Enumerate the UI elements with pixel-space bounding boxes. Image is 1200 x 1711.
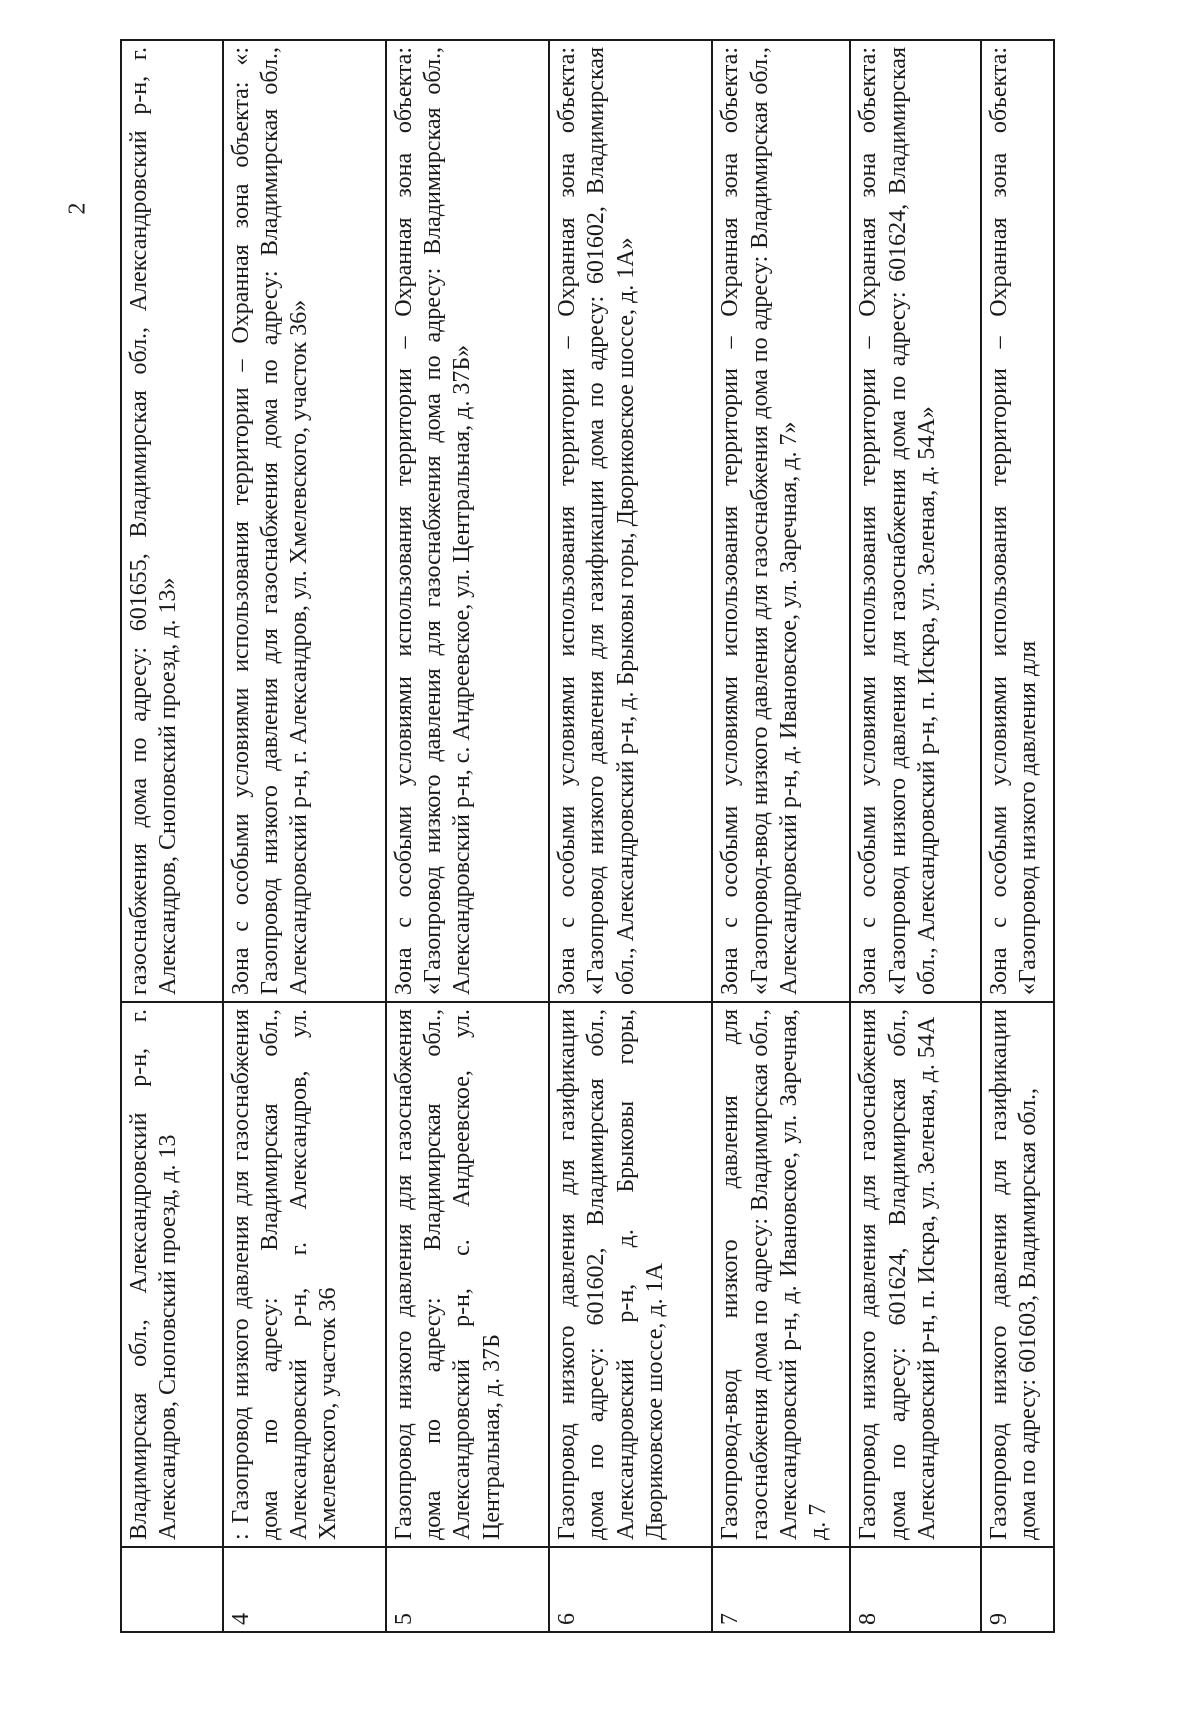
table-row (549, 40, 712, 1632)
object-name-cell: Газопровод низкого давления для газоснабжения дома по адресу: 601624, Владимирская обл., Александровский р-н, п. Искра, ул. Зеленая, д. 54А (850, 1002, 980, 1547)
zone-description-cell: Зона с особыми условиями использования территории – Охранная зона объекта: «Газопровод низкого давления для газоснабжения дома по адресу: 601624, Владимирская обл., Александровский р-н, п. Искра, ул. Зеленая, д. 54А» (850, 40, 980, 1002)
rotated-page-content (120, 41, 1055, 1633)
zone-description-cell: Зона с особыми условиями использования территории – Охранная зона объекта: «: Газопровод низкого давления для газоснабжения дома по адресу: Владимирская обл., Александровский р-н, г. Александров, ул. Хмелевского, участок 36» (223, 40, 386, 1002)
zone-description-cell: Зона с особыми условиями использования территории – Охранная зона объекта: «Газопровод низкого давления для (981, 40, 1054, 1002)
row-number: 7 (712, 1547, 850, 1632)
row-number: 4 (223, 1547, 386, 1632)
table-row (386, 40, 549, 1632)
page-number: 2 (64, 202, 91, 215)
object-name-cell: : Газопровод низкого давления для газоснабжения дома по адресу: Владимирская обл., Александровский р-н, г. Александров, ул. Хмелевского, участок 36 (223, 1002, 386, 1547)
zone-description-cell: газоснабжения дома по адресу: 601655, Владимирская обл., Александровский р-н, г. Александров, Сноповский проезд, д. 13» (121, 40, 223, 1002)
row-number: 9 (981, 1547, 1054, 1632)
zone-description-cell: Зона с особыми условиями использования территории – Охранная зона объекта: «Газопровод низкого давления для газоснабжения дома по адресу: Владимирская обл., Александровский р-н, с. Андреевское, ул. Центральная, д. 37Б» (386, 40, 549, 1002)
zone-description-cell: Зона с особыми условиями использования территории – Охранная зона объекта: «Газопровод низкого давления для газификации дома по адресу: 601602, Владимирская обл., Александровский р-н, д. Брыковы горы, Двориковское шоссе, д. 1А» (549, 40, 712, 1002)
zones-table (120, 39, 1055, 1633)
object-name-cell: Газопровод низкого давления для газификации дома по адресу: 601602, Владимирская обл., Александровский р-н, д. Брыковы горы, Двориковское шоссе, д. 1А (549, 1002, 712, 1547)
object-name-cell: Газопровод-ввод низкого давления для газоснабжения дома по адресу: Владимирская обл., Александровский р-н, д. Ивановское, ул. Заречная, д. 7 (712, 1002, 850, 1547)
object-name-cell: Газопровод низкого давления для газификации дома по адресу: 601603, Владимирская обл., (981, 1002, 1054, 1547)
table-row (223, 40, 386, 1632)
row-number: 6 (549, 1547, 712, 1632)
row-number: 5 (386, 1547, 549, 1632)
table-row (981, 40, 1054, 1632)
object-name-cell: Владимирская обл., Александровский р-н, г. Александров, Сноповский проезд, д. 13 (121, 1002, 223, 1547)
table-row (850, 40, 980, 1632)
table-row (712, 40, 850, 1632)
row-number (121, 1547, 223, 1632)
table-row (121, 40, 223, 1632)
row-number: 8 (850, 1547, 980, 1632)
zone-description-cell: Зона с особыми условиями использования территории – Охранная зона объекта: «Газопровод-ввод низкого давления для газоснабжения дома по адресу: Владимирская обл., Александровский р-н, д. Ивановское, ул. Заречная, д. 7» (712, 40, 850, 1002)
object-name-cell: Газопровод низкого давления для газоснабжения дома по адресу: Владимирская обл., Александровский р-н, с. Андреевское, ул. Центральная, д. 37Б (386, 1002, 549, 1547)
